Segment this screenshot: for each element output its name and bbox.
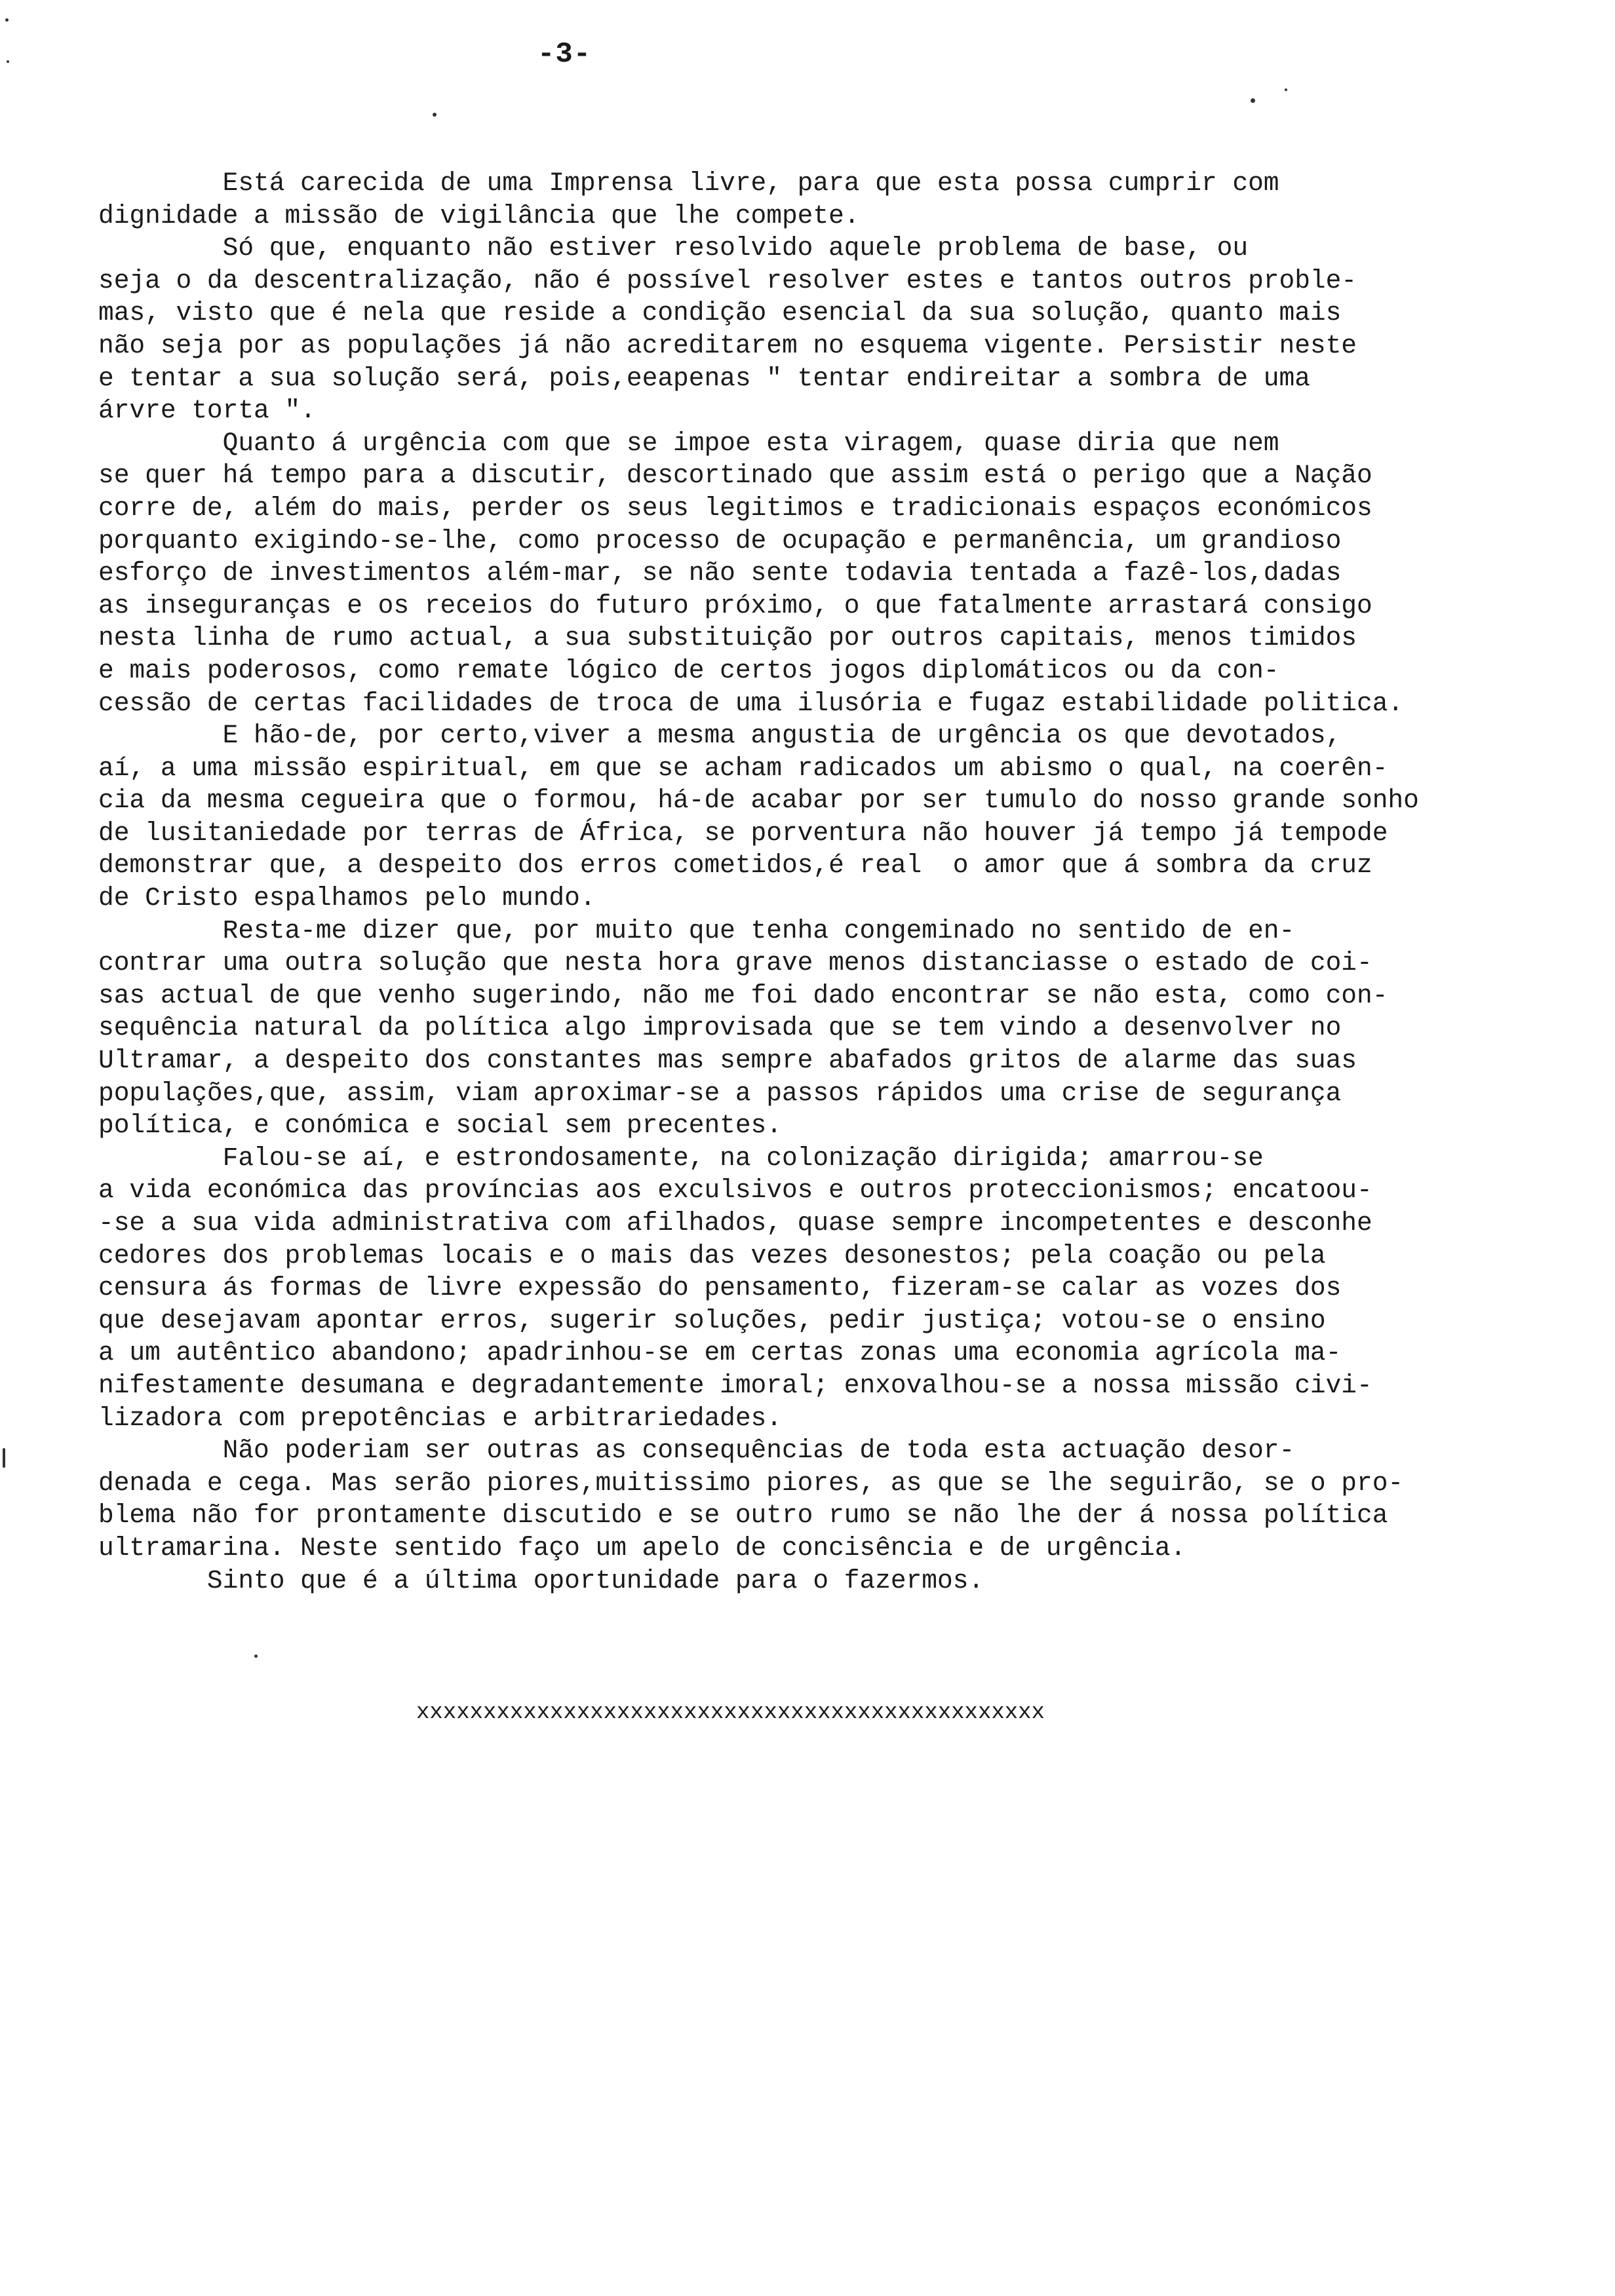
text-line: de Cristo espalhamos pelo mundo.	[98, 883, 596, 913]
text-line: política, e conómica e social sem precentes.	[98, 1111, 782, 1141]
text-line: aí, a uma missão espiritual, em que se acham radicados um abismo o qual, na coerên-	[98, 753, 1388, 783]
scan-speck	[5, 18, 9, 22]
scan-speck	[1251, 98, 1255, 103]
text-line: Está carecida de uma Imprensa livre, para que esta possa cumprir com	[98, 168, 1279, 198]
text-line: Sinto que é a última oportunidade para o fazermos.	[98, 1565, 984, 1596]
text-line: cessão de certas facilidades de troca de uma ilusória e fugaz estabilidade politica.	[98, 688, 1404, 718]
scan-speck	[7, 60, 9, 63]
page-number: -3-	[537, 38, 592, 71]
text-line: sas actual de que venho sugerindo, não me foi dado encontrar se não esta, como con-	[98, 980, 1388, 1010]
text-line: nifestamente desumana e degradantemente imoral; enxovalhou-se a nossa missão civi-	[98, 1370, 1372, 1400]
text-line: E hão-de, por certo,viver a mesma angustia de urgência os que devotados,	[98, 721, 1342, 751]
text-line: que desejavam apontar erros, sugerir soluções, pedir justiça; votou-se o ensino	[98, 1305, 1326, 1335]
scan-speck	[3, 1448, 5, 1468]
scan-speck	[254, 1655, 258, 1658]
text-line: sequência natural da política algo improvisada que se tem vindo a desenvolver no	[98, 1013, 1342, 1043]
text-line: porquanto exigindo-se-lhe, como processo de ocupação e permanência, um grandioso	[98, 526, 1342, 556]
text-line: Resta-me dizer que, por muito que tenha congeminado no sentido de en-	[98, 915, 1295, 946]
text-line: -se a sua vida administrativa com afilhados, quase sempre incompetentes e desconhe	[98, 1208, 1372, 1238]
text-line: se quer há tempo para a discutir, descortinado que assim está o perigo que a Nação	[98, 461, 1372, 491]
text-line: esforço de investimentos além-mar, se não sente todavia tentada a fazê-los,dadas	[98, 558, 1342, 588]
text-line: mas, visto que é nela que reside a condição esencial da sua solução, quanto mais	[98, 298, 1342, 328]
text-line: Falou-se aí, e estrondosamente, na colonização dirigida; amarrou-se	[98, 1143, 1264, 1173]
text-line: as inseguranças e os receios do futuro próximo, o que fatalmente arrastará consigo	[98, 590, 1372, 621]
scan-speck	[1285, 88, 1287, 91]
scan-speck	[433, 113, 437, 117]
text-line: ultramarina. Neste sentido faço um apelo de concisência e de urgência.	[98, 1533, 1186, 1563]
text-line: populações,que, assim, viam aproximar-se a passos rápidos uma crise de segurança	[98, 1078, 1342, 1108]
body-text	[98, 167, 1540, 1597]
text-line: censura ás formas de livre expessão do pensamento, fizeram-se calar as vozes dos	[98, 1273, 1342, 1303]
text-line: cedores dos problemas locais e o mais das vezes desonestos; pela coação ou pela	[98, 1240, 1326, 1271]
text-line: árvre torta ".	[98, 396, 316, 426]
text-line: corre de, além do mais, perder os seus legitimos e tradicionais espaços económicos	[98, 493, 1372, 523]
text-line: a um autêntico abandono; apadrinhou-se em certas zonas uma economia agrícola ma-	[98, 1338, 1342, 1368]
text-line: não seja por as populações já não acreditarem no esquema vigente. Persistir neste	[98, 330, 1357, 360]
text-line: contrar uma outra solução que nesta hora grave menos distanciasse o estado de coi-	[98, 948, 1372, 978]
text-line: Quanto á urgência com que se impoe esta viragem, quase diria que nem	[98, 428, 1279, 458]
text-line: Só que, enquanto não estiver resolvido aquele problema de base, ou	[98, 233, 1249, 263]
text-line: e mais poderosos, como remate lógico de certos jogos diplomáticos ou da con-	[98, 655, 1279, 685]
text-line: dignidade a missão de vigilância que lhe compete.	[98, 201, 860, 231]
text-line: nesta linha de rumo actual, a sua substituição por outros capitais, menos timidos	[98, 623, 1357, 653]
text-line: lizadora com prepotências e arbitrariedades.	[98, 1403, 782, 1433]
text-line: Não poderiam ser outras as consequências de toda esta actuação desor-	[98, 1436, 1295, 1466]
separator-line: xxxxxxxxxxxxxxxxxxxxxxxxxxxxxxxxxxxxxxxxxxxxxxx	[416, 1700, 1045, 1725]
text-line: de lusitaniedade por terras de África, se porventura não houver já tempo já tempode	[98, 818, 1388, 848]
text-line: denada e cega. Mas serão piores,muitissimo piores, as que se lhe seguirão, se o pro-	[98, 1468, 1404, 1498]
text-line: e tentar a sua solução será, pois,eeapenas " tentar endireitar a sombra de uma	[98, 363, 1310, 393]
text-line: blema não for prontamente discutido e se outro rumo se não lhe der á nossa política	[98, 1501, 1388, 1531]
text-line: Ultramar, a despeito dos constantes mas sempre abafados gritos de alarme das suas	[98, 1046, 1357, 1076]
text-line: seja o da descentralização, não é possível resolver estes e tantos outros proble-	[98, 265, 1357, 296]
text-line: demonstrar que, a despeito dos erros cometidos,é real o amor que á sombra da cruz	[98, 851, 1372, 881]
text-line: a vida económica das províncias aos exculsivos e outros proteccionismos; encatoou-	[98, 1176, 1372, 1206]
text-line: cia da mesma cegueira que o formou, há-de acabar por ser tumulo do nosso grande sonho	[98, 786, 1419, 816]
